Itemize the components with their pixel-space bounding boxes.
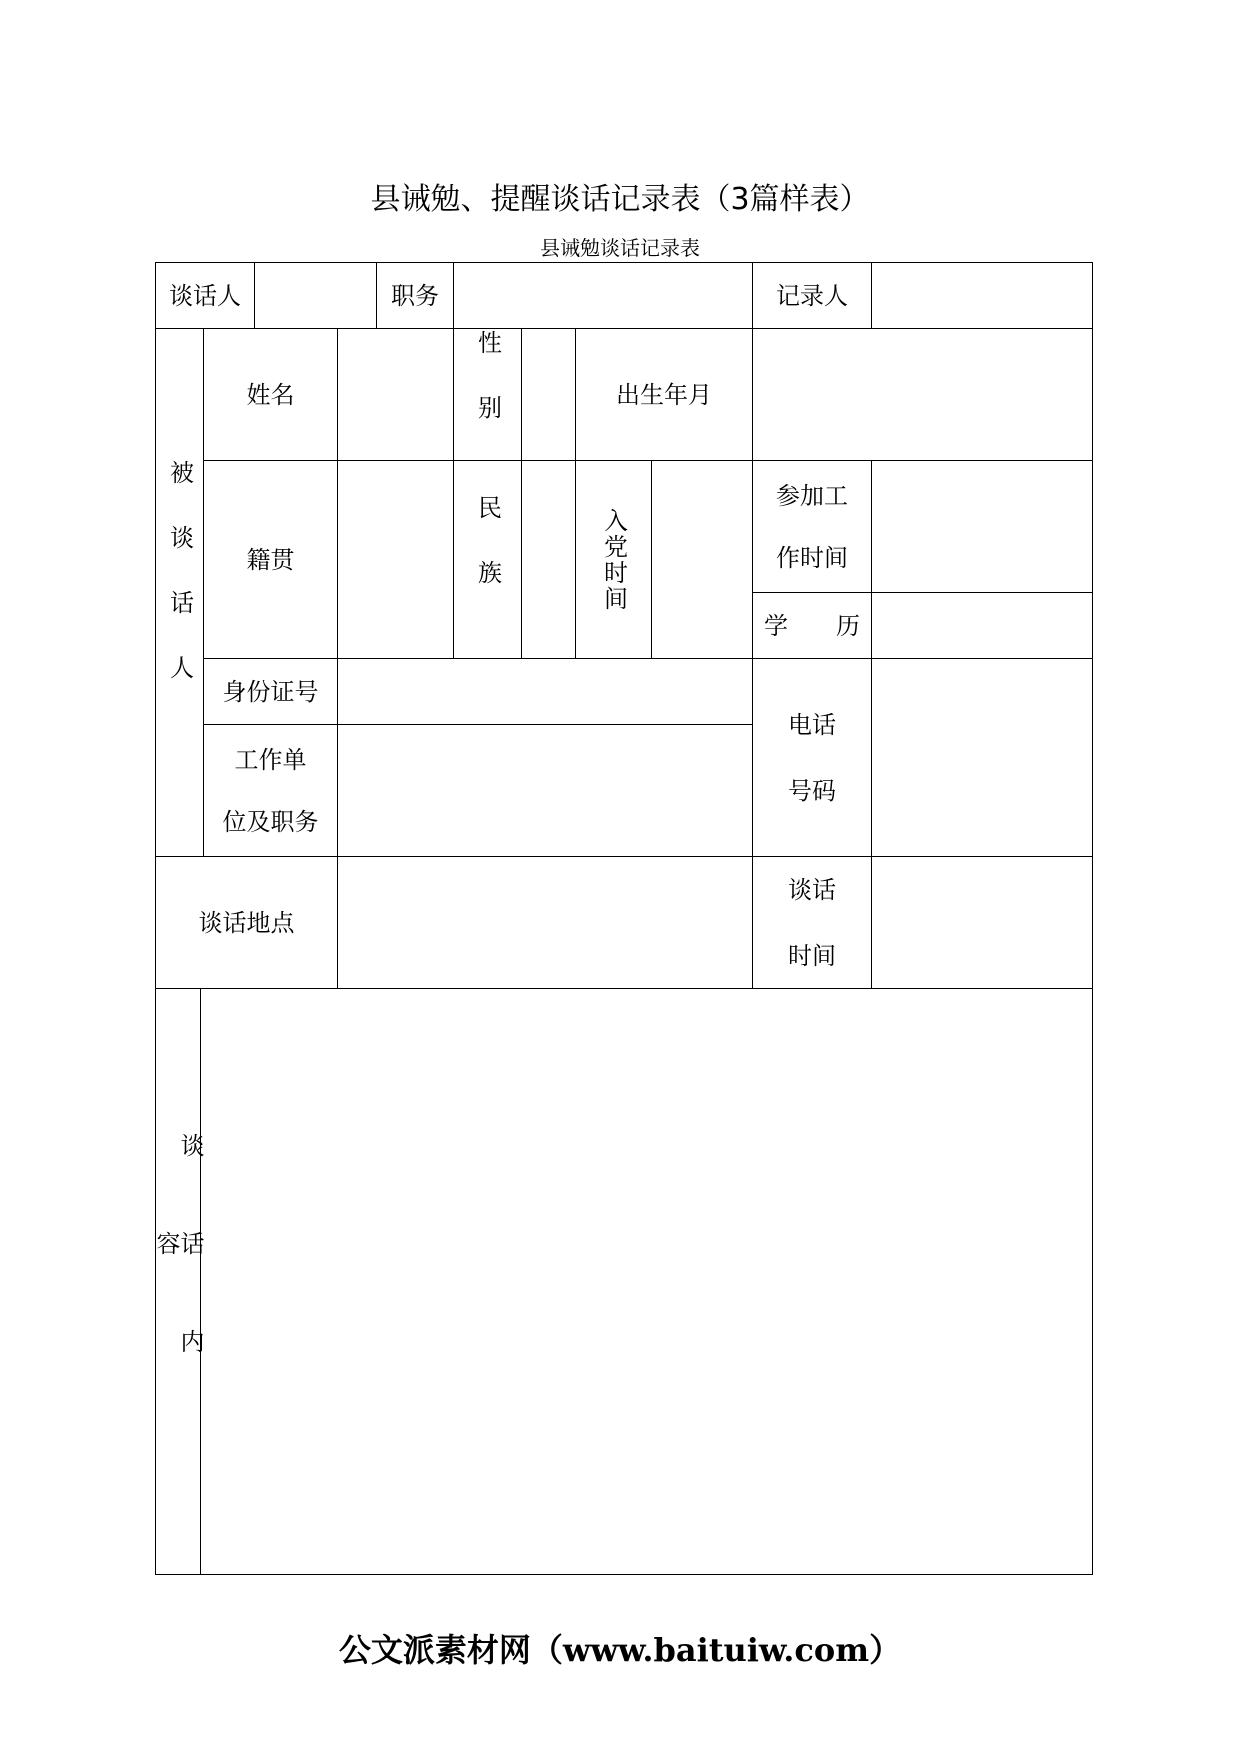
native-place-value[interactable] [338, 461, 453, 658]
gender-label-text: 性别 [473, 329, 502, 460]
ethnicity-label-text: 民族 [473, 494, 502, 625]
position-label: 职务 [391, 281, 439, 310]
name-value[interactable] [338, 329, 453, 460]
gender-value[interactable] [522, 329, 575, 460]
table-border-right [1092, 262, 1093, 1575]
education-label: 学 历 [764, 611, 860, 640]
content-value[interactable] [201, 989, 1092, 1574]
party-join-label-text: 入党时间 [599, 507, 628, 612]
document-subtitle: 县诫勉谈话记录表 [540, 236, 700, 260]
location-label: 谈话地点 [198, 908, 295, 937]
phone-label [753, 659, 871, 856]
content-label [152, 1100, 204, 1460]
birth-label: 出生年月 [616, 380, 712, 409]
id-number-value[interactable] [338, 659, 752, 724]
gender-label [454, 329, 521, 460]
id-number-label: 身份证号 [222, 677, 319, 706]
ethnicity-label [454, 461, 521, 658]
work-unit-label-line-1: 工作单 [234, 745, 307, 774]
phone-label-text: 电话号码 [788, 710, 836, 805]
work-start-label-line-1: 参加工 [776, 481, 848, 510]
time-label-text: 谈话时间 [788, 875, 836, 970]
party-join-value[interactable] [652, 461, 752, 658]
interviewee-label-text: 被谈话人 [165, 460, 194, 720]
work-unit-value[interactable] [338, 725, 752, 856]
content-label-text: 谈话内容 [152, 1133, 204, 1427]
phone-value[interactable] [872, 659, 1092, 856]
footer-source: 公文派素材网（www.baituiw.com） [338, 1631, 902, 1669]
birth-value[interactable] [753, 329, 1092, 460]
recorder-label: 记录人 [776, 281, 848, 310]
native-place-label: 籍贯 [246, 545, 295, 574]
education-value[interactable] [872, 593, 1092, 658]
name-label: 姓名 [246, 380, 295, 409]
work-unit-label-line-2: 位及职务 [222, 807, 319, 836]
document-title: 县诫勉、提醒谈话记录表（3篇样表） [370, 182, 870, 217]
interviewee-label [156, 460, 203, 720]
time-label [753, 857, 871, 988]
work-unit-label [204, 725, 337, 856]
talker-value[interactable] [255, 263, 376, 328]
time-value[interactable] [872, 857, 1092, 988]
position-value[interactable] [454, 263, 752, 328]
location-value[interactable] [338, 857, 752, 988]
ethnicity-value[interactable] [522, 461, 575, 658]
work-start-label [753, 461, 871, 592]
recorder-value[interactable] [872, 263, 1092, 328]
work-start-value[interactable] [872, 461, 1092, 592]
work-start-label-line-2: 作时间 [776, 543, 848, 572]
talker-label: 谈话人 [169, 281, 241, 310]
table-border-bottom [155, 1574, 1093, 1575]
party-join-label [576, 461, 651, 658]
